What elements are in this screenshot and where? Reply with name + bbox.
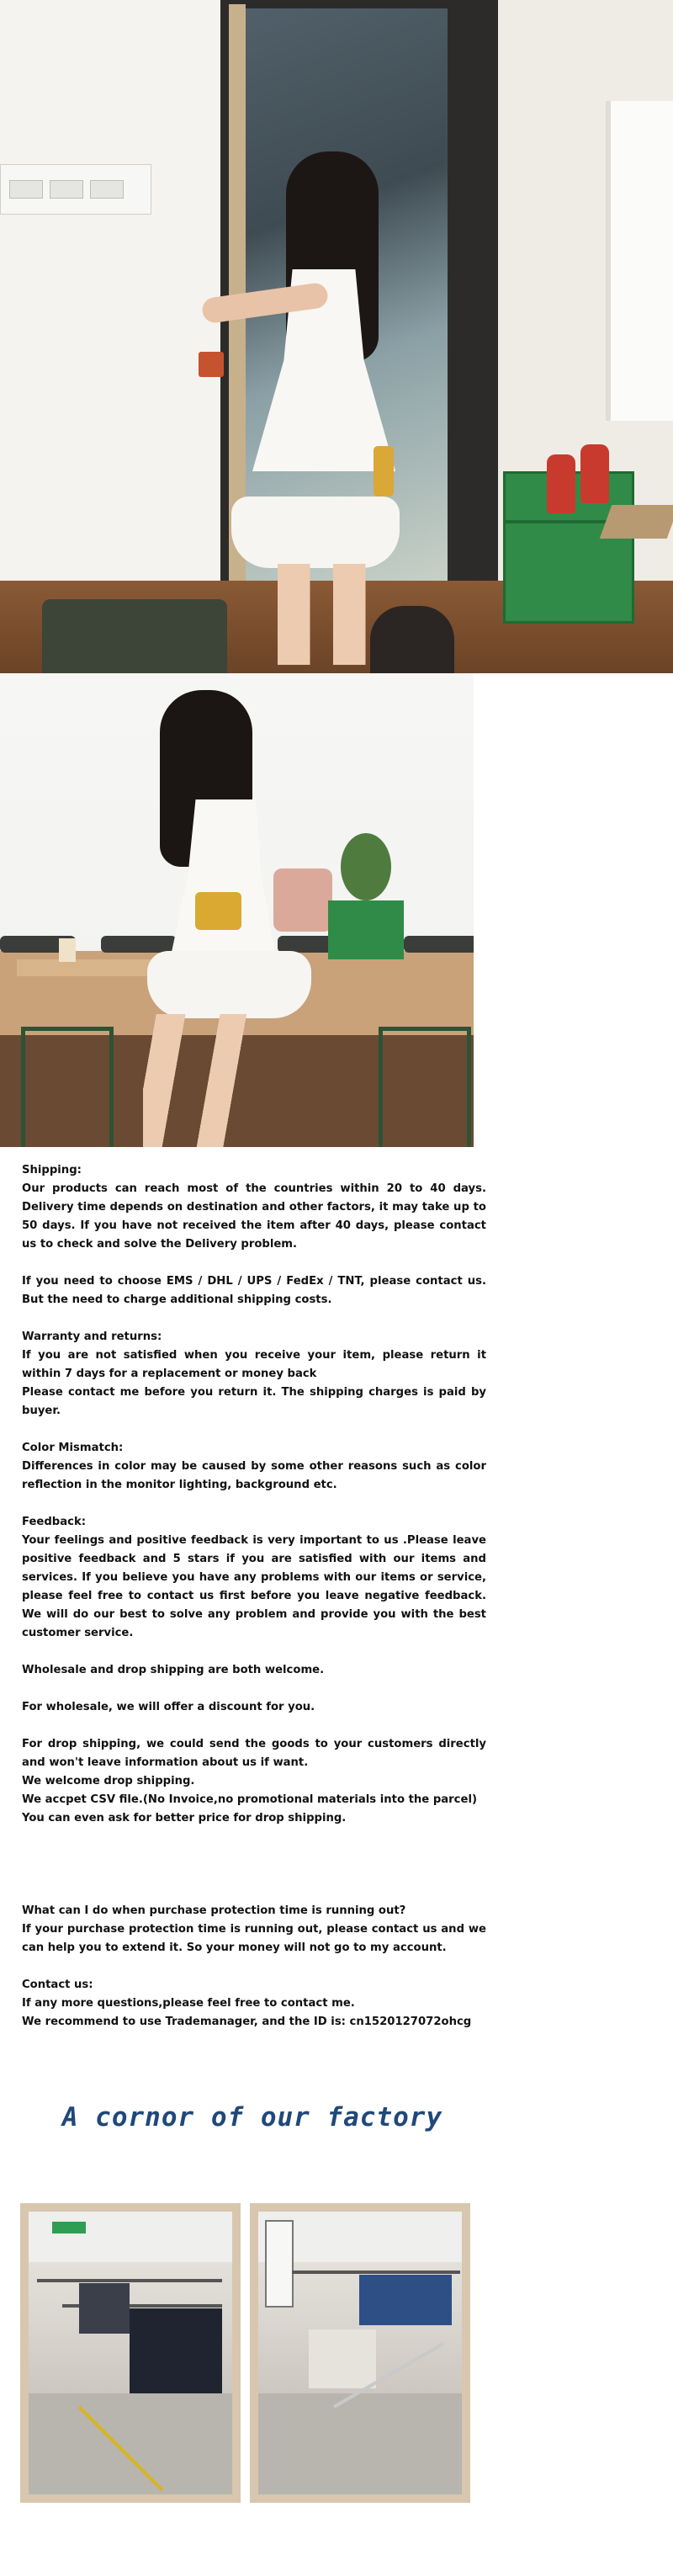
factory-photo-left — [20, 2203, 241, 2503]
store-policy-text — [22, 1161, 486, 2032]
dropship-welcome-text: We welcome drop shipping. — [22, 1775, 195, 1787]
dropship-price-text: You can even ask for better price for drop shipping. — [22, 1812, 347, 1824]
wholesale-text: Wholesale and drop shipping are both welcome. — [22, 1664, 325, 1676]
returns-contact-text: Please contact me before you return it. The shipping charges is paid by buyer. — [22, 1386, 486, 1417]
feedback-heading: Feedback: — [22, 1516, 87, 1528]
product-photo-cafe — [0, 673, 474, 1147]
dropship-csv-text: We accpet CSV file.(No Invoice,no promotional materials into the parcel) — [22, 1793, 477, 1806]
protection-text: If your purchase protection time is running out, please contact us and we can help you to extend it. So your money will not go to my account. — [22, 1923, 486, 1954]
wholesale-discount-text: For wholesale, we will offer a discount for you. — [22, 1701, 315, 1713]
color-text: Differences in color may be caused by some other reasons such as color reflection in the monitor lighting, background etc. — [22, 1460, 486, 1491]
factory-title: A cornor of our factory — [61, 2102, 443, 2133]
contact-id-text: We recommend to use Trademanager, and the ID is: cn1520127072ohcg — [22, 2016, 472, 2028]
contact-heading: Contact us: — [22, 1978, 93, 1991]
contact-text: If any more questions,please feel free to contact me. — [22, 1997, 355, 2010]
wall-switch — [0, 164, 151, 215]
shipping-heading: Shipping: — [22, 1164, 82, 1176]
factory-photo-right — [250, 2203, 470, 2503]
returns-text: If you are not satisfied when you receive your item, please return it within 7 days for a replacement or money back — [22, 1349, 486, 1380]
feedback-text: Your feelings and positive feedback is very important to us .Please leave positive feedback and 5 stars if you are satisfied with our items and services. If you believe you have any problems with our items or service, please feel free to contact us first before you leave negative feedback. We will do our best to solve any problem and provide you with the best customer service. — [22, 1534, 486, 1639]
returns-heading: Warranty and returns: — [22, 1330, 162, 1343]
protection-heading: What can I do when purchase protection time is running out? — [22, 1904, 406, 1917]
yellow-bag — [195, 892, 241, 930]
shipping-express-text: If you need to choose EMS / DHL / UPS / FedEx / TNT, please contact us. But the need to charge additional shipping costs. — [22, 1275, 486, 1306]
color-heading: Color Mismatch: — [22, 1442, 124, 1454]
shipping-text: Our products can reach most of the countries within 20 to 40 days. Delivery time depends on destination and other factors, it may take up to 50 days. If you have not received the item after 40 days, please contact us to check and solve the Delivery problem. — [22, 1182, 486, 1251]
dropship-text: For drop shipping, we could send the goods to your customers directly and won't leave information about us if want. — [22, 1738, 486, 1769]
product-photo-door — [0, 0, 673, 673]
